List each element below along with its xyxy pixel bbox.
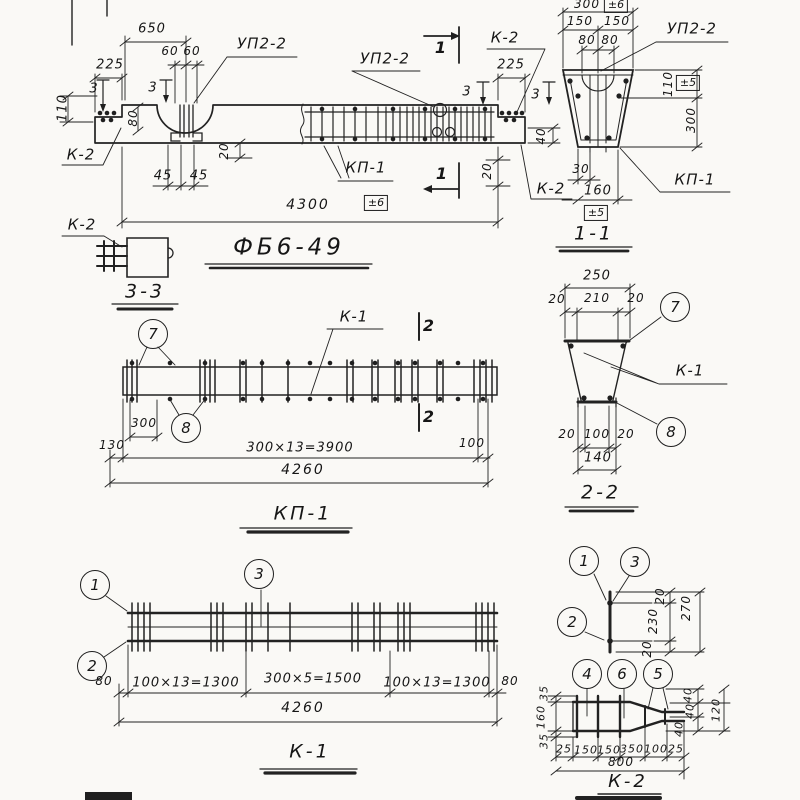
dim-1500: 300×5=1500 <box>264 671 362 687</box>
label-kp1: КП-1 <box>345 158 387 177</box>
dim-350: 350 <box>620 742 644 756</box>
main-title: ФБ6-49 <box>233 234 345 261</box>
section-2-2-body <box>565 341 629 407</box>
dim-225-right: 225 <box>497 57 525 73</box>
callout-3-end: 3 <box>620 547 650 577</box>
label-k2-left: К-2 <box>66 145 96 164</box>
dim-40-b: 40 <box>683 703 697 719</box>
dim-300-top: 300 <box>574 0 600 11</box>
dim-210: 210 <box>584 291 610 305</box>
dim-1300-right: 100×13=1300 <box>383 675 491 691</box>
stray-marks <box>72 0 107 45</box>
border-bar <box>85 792 132 800</box>
dim-100-22: 100 <box>584 427 610 441</box>
dim-300-height: 300 <box>684 107 698 133</box>
dim-35-bottom: 35 <box>537 733 551 749</box>
section-title-3-3: 3-3 <box>124 280 166 303</box>
callout-7: 7 <box>138 319 168 349</box>
callout-3: 3 <box>244 559 274 589</box>
callout-1-end: 1 <box>569 546 599 576</box>
view-title-kp1: КП-1 <box>273 502 333 525</box>
dim-30-11: 30 <box>572 162 590 176</box>
dim-80-left-11: 80 <box>578 33 596 47</box>
dim-20-br: 20 <box>617 427 635 441</box>
dim-20-tl: 20 <box>548 292 566 306</box>
dim-80: 80 <box>126 109 140 127</box>
dim-4260-kp1: 4260 <box>281 462 325 478</box>
dim-45-left: 45 <box>153 168 173 184</box>
cut-mark-1-top: 1 <box>434 38 448 57</box>
label-up2-11: УП2-2 <box>667 19 717 38</box>
callout-2-end: 2 <box>557 607 587 637</box>
section-1-1-body <box>563 70 633 152</box>
dim-120: 120 <box>709 698 723 722</box>
dim-100-kp1: 100 <box>459 436 485 450</box>
cut-mark-1-bottom: 1 <box>435 164 449 183</box>
dim-160-k2: 160 <box>534 705 548 729</box>
callout-6: 6 <box>607 659 637 689</box>
kp1-body <box>123 360 497 402</box>
dim-150-a: 150 <box>574 743 598 757</box>
label-k1-22: К-1 <box>675 361 705 380</box>
callout-4: 4 <box>572 659 602 689</box>
dim-20-top-end: 20 <box>653 587 667 605</box>
dim-35-top: 35 <box>537 685 551 701</box>
dim-130: 130 <box>99 438 125 452</box>
section-title-2-2: 2-2 <box>580 481 622 504</box>
label-kp1-11: КП-1 <box>674 170 716 189</box>
dim-3-1: 3 <box>89 81 99 97</box>
dim-4300: 4300 <box>286 197 330 213</box>
view-title-k1: К-1 <box>289 740 331 763</box>
dim-1300-left: 100×13=1300 <box>132 675 240 691</box>
dim-150-right: 150 <box>604 14 630 28</box>
dim-20-bl: 20 <box>558 427 576 441</box>
dim-3-2: 3 <box>148 80 158 96</box>
up2-channel <box>171 105 202 141</box>
dim-225-left: 225 <box>96 57 124 73</box>
dim-140: 140 <box>584 450 612 466</box>
dim-20-left: 20 <box>217 142 231 160</box>
reinforcement-zone <box>300 104 494 145</box>
dim-230: 230 <box>646 608 660 634</box>
dim-110: 110 <box>55 94 71 122</box>
dim-4260-k1: 4260 <box>281 700 325 716</box>
label-k2-33: К-2 <box>67 215 97 234</box>
label-up2-left: УП2-2 <box>237 34 287 53</box>
dim-80-right-11: 80 <box>601 33 619 47</box>
tolerance-160: ±5 <box>584 205 608 221</box>
callout-5: 5 <box>643 659 673 689</box>
dim-160: 160 <box>584 183 612 199</box>
dim-40: 40 <box>534 127 548 145</box>
label-up2-mid: УП2-2 <box>360 49 410 68</box>
dim-800: 800 <box>608 755 634 769</box>
callout-2: 2 <box>77 651 107 681</box>
dim-20-right: 20 <box>480 162 494 180</box>
k1-body <box>128 603 497 651</box>
dim-40-c: 40 <box>672 721 686 737</box>
dim-60-right: 60 <box>183 44 201 58</box>
label-k2-top: К-2 <box>490 28 520 47</box>
callout-1: 1 <box>80 570 110 600</box>
dim-20-bottom-end: 20 <box>640 640 654 658</box>
dim-250: 250 <box>583 268 611 284</box>
dim-100-k2: 100 <box>644 742 668 756</box>
view-title-k2: К-2 <box>608 771 648 792</box>
callout-7-22: 7 <box>660 292 690 322</box>
dim-row-kp1: 300×13=3900 <box>246 440 354 456</box>
dim-60-left: 60 <box>161 44 179 58</box>
dim-3-4: 3 <box>531 87 541 103</box>
label-k2-right: К-2 <box>536 179 566 198</box>
tolerance-4300: ±6 <box>364 195 388 211</box>
dim-40-a: 40 <box>681 687 695 703</box>
dim-25-right: 25 <box>668 742 684 756</box>
cut-mark-2-bottom: 2 <box>422 407 436 426</box>
dim-25-left: 25 <box>556 742 572 756</box>
tolerance-110: ±5 <box>676 75 700 91</box>
dim-80-left-k1: 80 <box>95 674 113 688</box>
cut-mark-2-top: 2 <box>422 316 436 335</box>
dim-270: 270 <box>679 595 693 621</box>
section-title-1-1: 1-1 <box>573 222 615 245</box>
dim-150-left: 150 <box>567 14 593 28</box>
label-k1-kp1: К-1 <box>339 307 369 326</box>
dim-650: 650 <box>138 21 166 37</box>
dim-80-right-k1: 80 <box>501 674 519 688</box>
callout-8: 8 <box>171 413 201 443</box>
dim-45-right: 45 <box>189 168 209 184</box>
dim-110-11: 110 <box>661 71 675 97</box>
dim-3-3: 3 <box>462 84 472 100</box>
callout-8-22: 8 <box>656 417 686 447</box>
dim-20-tr: 20 <box>627 291 645 305</box>
dim-300-kp1: 300 <box>131 416 157 430</box>
tolerance-300: ±6 <box>604 0 628 13</box>
dim-150-b: 150 <box>597 743 621 757</box>
